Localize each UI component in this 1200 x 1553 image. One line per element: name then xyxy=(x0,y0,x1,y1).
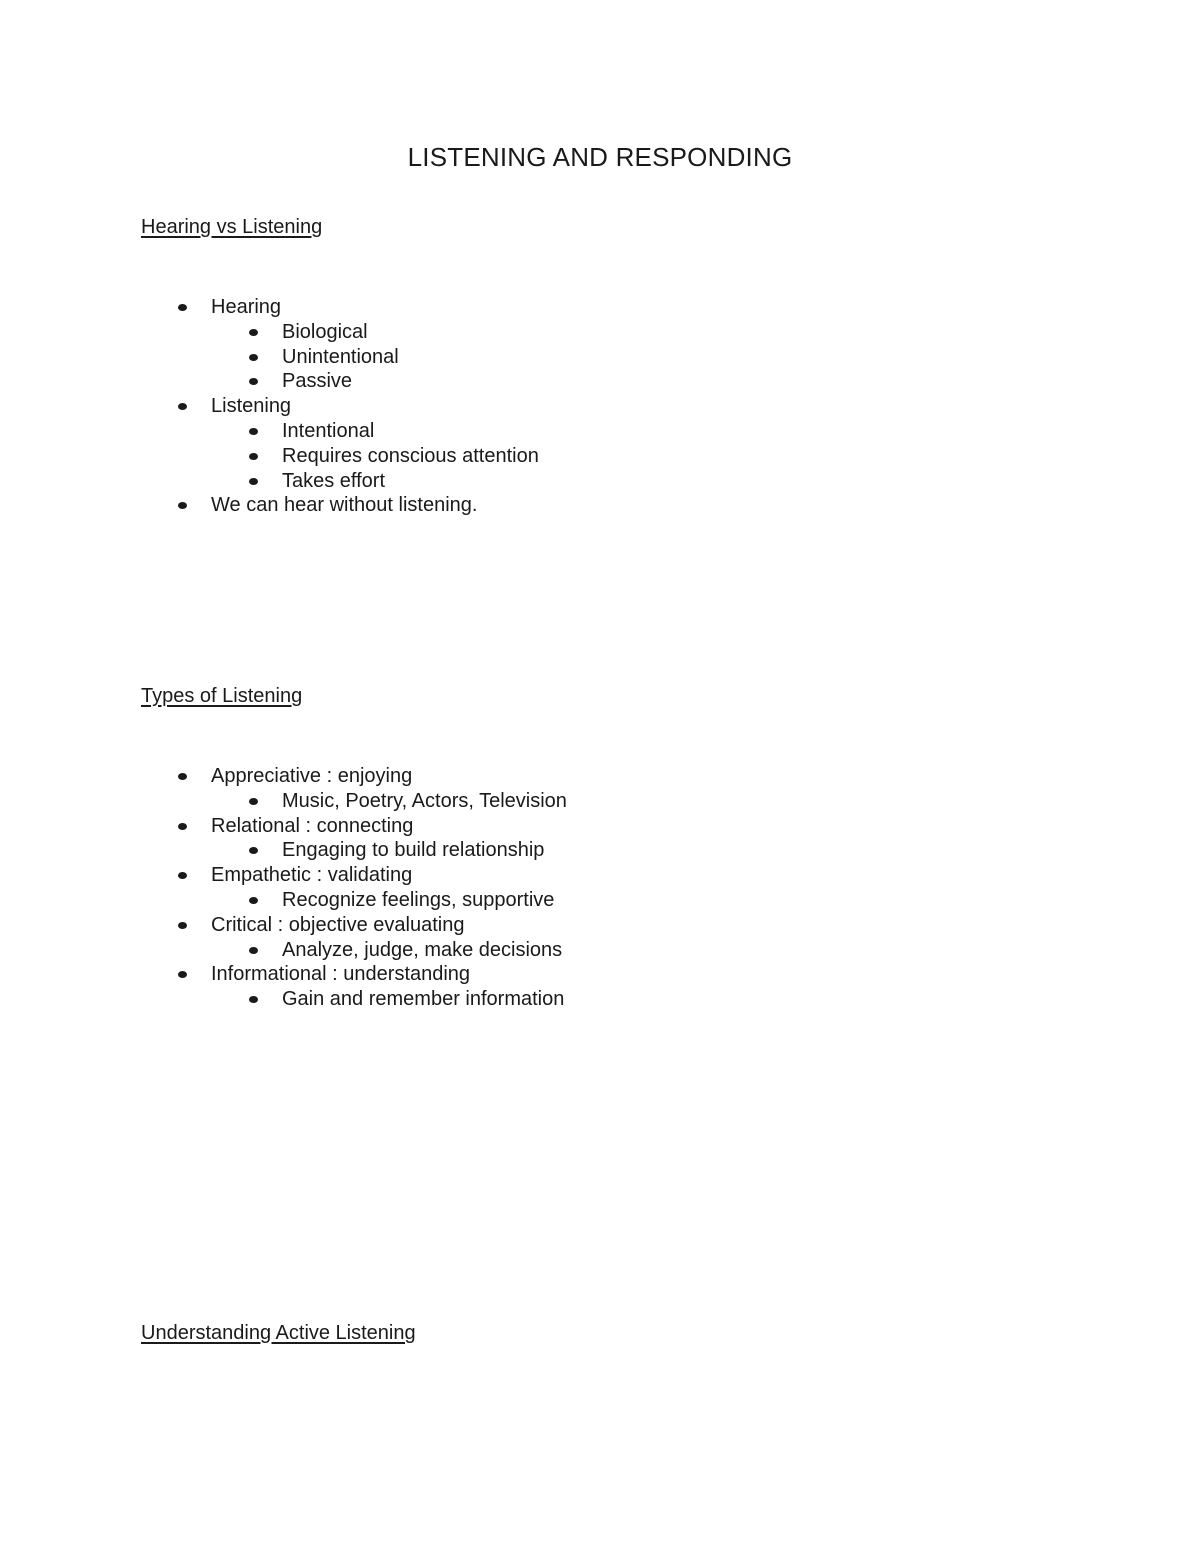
list-item xyxy=(0,789,567,814)
bullet-icon xyxy=(249,378,258,385)
list-item xyxy=(0,320,539,345)
list-item xyxy=(0,838,567,863)
list-item xyxy=(0,863,567,888)
bullet-icon xyxy=(249,996,258,1003)
bullet-icon xyxy=(178,773,187,780)
list-item-text: Hearing xyxy=(211,296,282,318)
bullet-icon xyxy=(249,947,258,954)
bullet-icon xyxy=(178,872,187,879)
list-item xyxy=(0,814,567,839)
list-item-text: We can hear without listening. xyxy=(211,494,478,517)
bullet-icon xyxy=(178,971,187,978)
list-item-text: Listening xyxy=(211,395,292,418)
list-item xyxy=(0,444,539,469)
bullet-icon xyxy=(249,798,258,805)
list-item-text: Analyze, judge, make decisions xyxy=(282,938,563,961)
list-item-text: Intentional xyxy=(282,419,375,442)
bullet-icon xyxy=(249,897,258,904)
list-item xyxy=(0,764,567,789)
bullet-icon xyxy=(249,329,258,336)
list-item-text: Requires conscious attention xyxy=(282,444,539,467)
list-item-text: Recognize feelings, supportive xyxy=(282,888,555,911)
list-item xyxy=(0,295,539,320)
list-item xyxy=(0,394,539,419)
list-item-text: Gain and remember information xyxy=(282,988,565,1011)
list-item-text: Critical : objective evaluating xyxy=(211,913,465,936)
bullet-icon xyxy=(249,847,258,854)
list-item xyxy=(0,369,539,394)
bullet-icon xyxy=(178,502,187,509)
bullet-icon xyxy=(249,354,258,361)
section-heading-hearing-vs-listening: Hearing vs Listening xyxy=(141,216,323,238)
list-item xyxy=(0,469,539,494)
list-item-text: Takes effort xyxy=(282,469,386,492)
bullet-icon xyxy=(249,478,258,485)
bullet-list-types-of-listening xyxy=(0,764,567,1012)
bullet-icon xyxy=(178,823,187,830)
document-title: LISTENING AND RESPONDING xyxy=(407,142,793,172)
bullet-icon xyxy=(249,428,258,435)
bullet-icon xyxy=(178,922,187,929)
list-item-text: Unintentional xyxy=(282,345,399,368)
section-heading-types-of-listening: Types of Listening xyxy=(141,685,303,707)
list-item-text: Passive xyxy=(282,370,353,393)
list-item-text: Informational : understanding xyxy=(211,963,471,986)
bullet-list-hearing-vs-listening xyxy=(0,295,539,518)
list-item-text: Engaging to build relationship xyxy=(282,839,545,862)
bullet-icon xyxy=(249,453,258,460)
list-item-text: Biological xyxy=(282,320,368,343)
list-item-text: Empathetic : validating xyxy=(211,864,413,887)
list-item-text: Relational : connecting xyxy=(211,814,414,837)
bullet-icon xyxy=(178,403,187,410)
list-item xyxy=(0,938,567,963)
list-item xyxy=(0,913,567,938)
list-item-text: Appreciative : enjoying xyxy=(211,765,413,787)
list-item xyxy=(0,987,567,1012)
list-item xyxy=(0,962,567,987)
bullet-icon xyxy=(178,304,187,311)
list-item xyxy=(0,345,539,370)
section-heading-understanding-active-listening: Understanding Active Listening xyxy=(141,1322,416,1344)
list-item xyxy=(0,888,567,913)
list-item xyxy=(0,493,539,518)
list-item xyxy=(0,419,539,444)
list-item-text: Music, Poetry, Actors, Television xyxy=(282,789,567,812)
